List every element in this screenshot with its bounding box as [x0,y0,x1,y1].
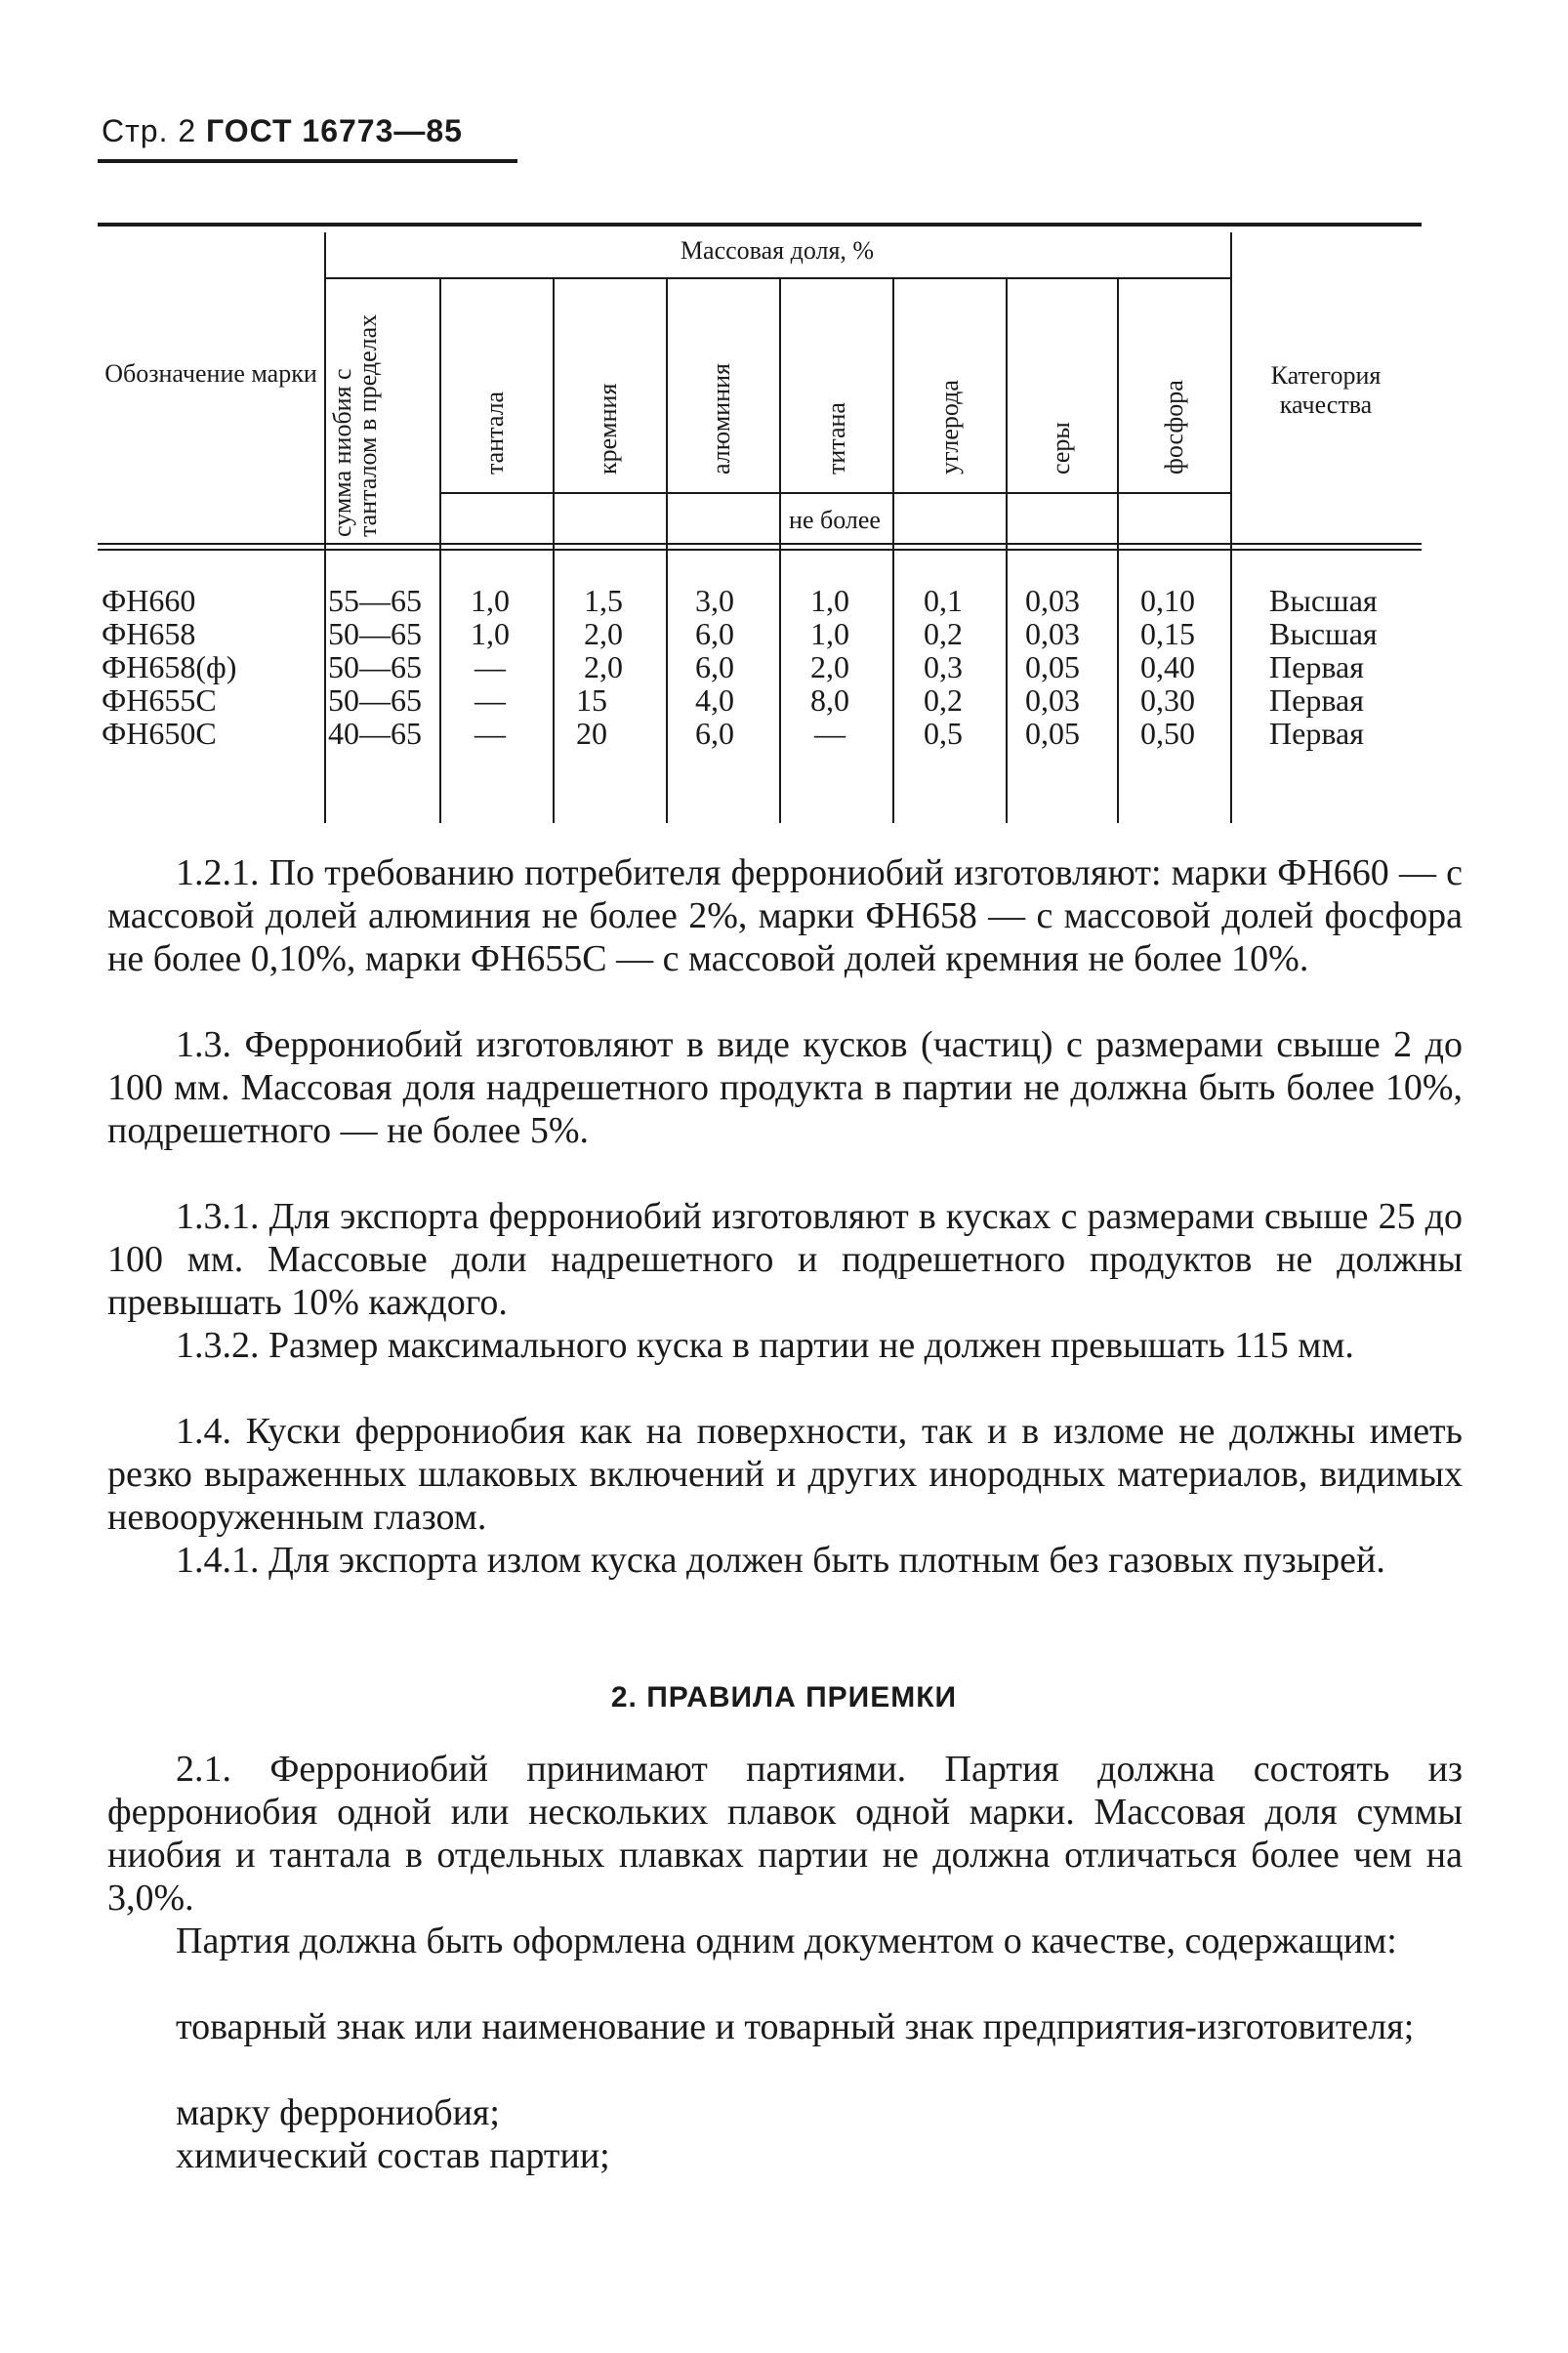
cell-p-4: 0,50 [1140,716,1195,751]
cell-c-2: 0,3 [924,649,963,684]
cell-ta-3: — [475,682,506,718]
element-names-rule [439,492,1230,494]
cell-ti-2: 2,0 [810,649,849,684]
cell-cat-1: Высшая [1269,616,1378,651]
vline-c [1006,277,1008,823]
cell-p-0: 0,10 [1140,583,1195,618]
cell-p-2: 0,40 [1140,649,1195,684]
cell-s-0: 0,03 [1025,583,1080,618]
cell-cat-3: Первая [1269,682,1364,718]
cell-ti-4: — [814,716,846,751]
cell-c-0: 0,1 [924,583,963,618]
header-el-si: кремния [594,383,622,475]
paragraph-1-4: 1.4. Куски феррониобия как на поверхности, так и в изломе не должны иметь резко выраженных шлаковых включений и других инородных материалов, видимых невооруженным глазом. [107,1411,1463,1538]
vline-s [1117,277,1119,823]
list-item-2: марку феррониобия; [176,2092,500,2133]
header-el-s: серы [1047,422,1075,475]
cell-s-4: 0,05 [1025,716,1080,751]
paragraph-1-2-1: 1.2.1. По требованию потребителя феррониобий изготовляют: марки ФН660 — с массовой долей алюминия не более 2%, марки ФН658 — с массовой долей фосфора не более 0,10%, марки ФН655С — с массовой долей кремния не более 10%. [107,852,1463,979]
header-not-more: не более [789,506,881,534]
cell-c-3: 0,2 [924,682,963,718]
cell-p-1: 0,15 [1140,616,1195,651]
paragraph-1-3-2: 1.3.2. Размер максимального куска в партии не должен превышать 115 мм. [176,1325,1354,1366]
cell-sum-4: 40—65 [328,716,422,751]
header-el-p: фосфора [1160,380,1188,475]
header-mark: Обозначение марки [104,359,317,388]
cell-ta-2: — [475,649,506,684]
paragraph-2-1: 2.1. Феррониобий принимают партиями. Партия должна состоять из феррониобия одной или нескольких плавок одной марки. Массовая доля суммы ниобия и тантала в отдельных плавках партии не должна отличаться более чем на 3,0%. [107,1749,1463,1919]
header-el-ta: тантала [480,391,509,475]
cell-cat-0: Высшая [1269,583,1378,618]
cell-ti-3: 8,0 [810,682,849,718]
cell-p-3: 0,30 [1140,682,1195,718]
paragraph-1-3-1: 1.3.1. Для экспорта феррониобий изготовляют в кусках с размерами свыше 25 до 100 мм. Массовые доли надрешетного и подрешетного продуктов не должны превышать 10% каждого. [107,1196,1463,1323]
cell-al-4: 6,0 [695,716,734,751]
cell-mark-3: ФН655С [102,682,217,718]
cell-si-0: 1,5 [584,583,623,618]
cell-ta-1: 1,0 [471,616,510,651]
cell-si-1: 2,0 [584,616,623,651]
cell-al-3: 4,0 [695,682,734,718]
cell-sum-1: 50—65 [328,616,422,651]
cell-c-4: 0,5 [924,716,963,751]
vline-ta [553,277,555,823]
cell-cat-2: Первая [1269,649,1364,684]
cell-al-1: 6,0 [695,616,734,651]
composition-table [98,223,1422,823]
cell-s-3: 0,03 [1025,682,1080,718]
vline-sum [439,277,441,823]
paragraph-1-3: 1.3. Феррониобий изготовляют в виде кусков (частиц) с размерами свыше 2 до 100 мм. Массовая доля надрешетного продукта в партии не должна быть более 10%, подрешетного — не более 5%. [107,1024,1463,1151]
vline-mark [324,232,326,823]
header-bottom-rule-2 [98,549,1422,551]
group-title-rule [324,277,1230,279]
standard-code: ГОСТ 16773—85 [206,113,463,148]
list-item-3: химический состав партии; [176,2135,610,2176]
cell-sum-2: 50—65 [328,649,422,684]
vline-p [1230,232,1232,823]
header-sum: сумма ниобия с танталом в пределах [328,313,382,537]
cell-s-2: 0,05 [1025,649,1080,684]
header-rule [98,159,517,163]
list-item-1: товарный знак или наименование и товарный знак предприятия-изготовителя; [176,2006,1415,2047]
cell-ta-0: 1,0 [471,583,510,618]
paragraph-1-4-1: 1.4.1. Для экспорта излом куска должен быть плотным без газовых пузырей. [176,1540,1385,1581]
cell-mark-2: ФН658(ф) [102,649,237,684]
cell-sum-0: 55—65 [328,583,422,618]
cell-al-0: 3,0 [695,583,734,618]
cell-sum-3: 50—65 [328,682,422,718]
header-el-al: алюминия [707,363,735,475]
header-el-c: углерода [935,380,964,475]
section-2-title: 2. ПРАВИЛА ПРИЕМКИ [610,1681,958,1713]
cell-s-1: 0,03 [1025,616,1080,651]
cell-ti-1: 1,0 [810,616,849,651]
table-top-rule [98,223,1422,227]
cell-mark-0: ФН660 [102,583,196,618]
paragraph-2-2: Партия должна быть оформлена одним документом о качестве, содержащим: [176,1920,1397,1961]
cell-al-2: 6,0 [695,649,734,684]
cell-si-3: 15 [576,682,607,718]
header-group-title: Массовая доля, % [680,236,875,265]
cell-mark-4: ФН650С [102,716,217,751]
header-bottom-rule-1 [98,543,1422,545]
vline-si [666,277,668,823]
header-el-ti: титана [822,402,850,475]
cell-ti-0: 1,0 [810,583,849,618]
cell-si-4: 20 [576,716,607,751]
cell-si-2: 2,0 [584,649,623,684]
cell-mark-1: ФН658 [102,616,196,651]
vline-ti [892,277,894,823]
vline-al [779,277,781,823]
header-category: Категория качества [1270,361,1382,419]
cell-c-1: 0,2 [924,616,963,651]
cell-cat-4: Первая [1269,716,1364,751]
page-number: Стр. 2 [102,113,197,148]
cell-ta-4: — [475,716,506,751]
page-header [102,113,463,149]
